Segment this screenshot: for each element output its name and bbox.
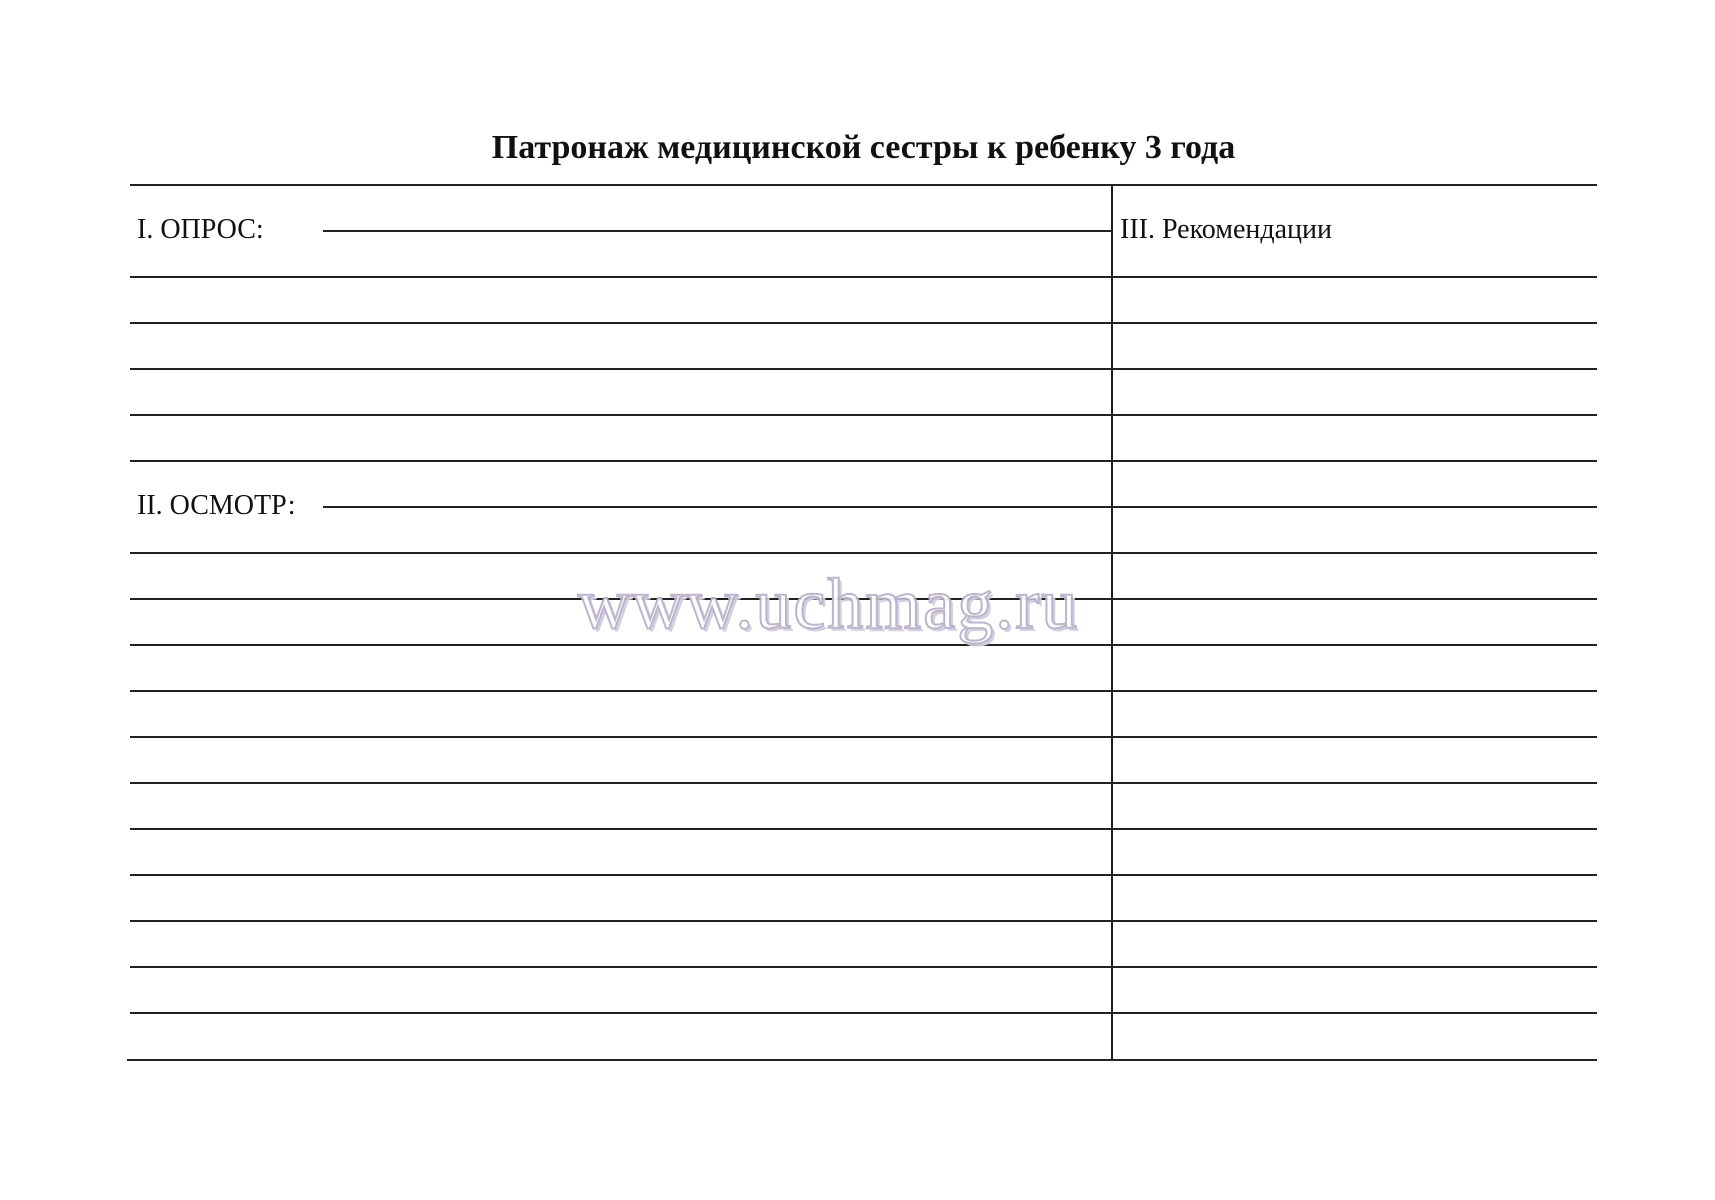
- survey-section-label: I. ОПРОС:: [137, 214, 264, 245]
- writing-line[interactable]: [130, 368, 1597, 370]
- writing-line[interactable]: [130, 690, 1597, 692]
- exam-section-label: II. ОСМОТР:: [137, 490, 296, 521]
- writing-line[interactable]: [130, 460, 1597, 462]
- writing-line[interactable]: [130, 1012, 1597, 1014]
- form-bottom-border: [127, 1059, 1597, 1061]
- writing-line[interactable]: [130, 276, 1597, 278]
- writing-line[interactable]: [130, 966, 1597, 968]
- writing-line[interactable]: [130, 322, 1597, 324]
- writing-line[interactable]: [130, 782, 1597, 784]
- writing-line[interactable]: [130, 874, 1597, 876]
- column-divider: [1111, 184, 1113, 1061]
- writing-line[interactable]: [130, 644, 1597, 646]
- writing-line[interactable]: [130, 552, 1597, 554]
- watermark: www.uchmag.ru: [578, 564, 1080, 644]
- writing-line[interactable]: [130, 920, 1597, 922]
- survey-answer-line[interactable]: [323, 230, 1111, 232]
- form-top-border: [130, 184, 1597, 186]
- exam-answer-line[interactable]: [323, 506, 1597, 508]
- writing-line[interactable]: [130, 736, 1597, 738]
- writing-line[interactable]: [130, 414, 1597, 416]
- recommendations-section-label: III. Рекомендации: [1120, 214, 1333, 245]
- writing-line[interactable]: [130, 828, 1597, 830]
- page-title: Патронаж медицинской сестры к ребенку 3 года: [491, 129, 1236, 166]
